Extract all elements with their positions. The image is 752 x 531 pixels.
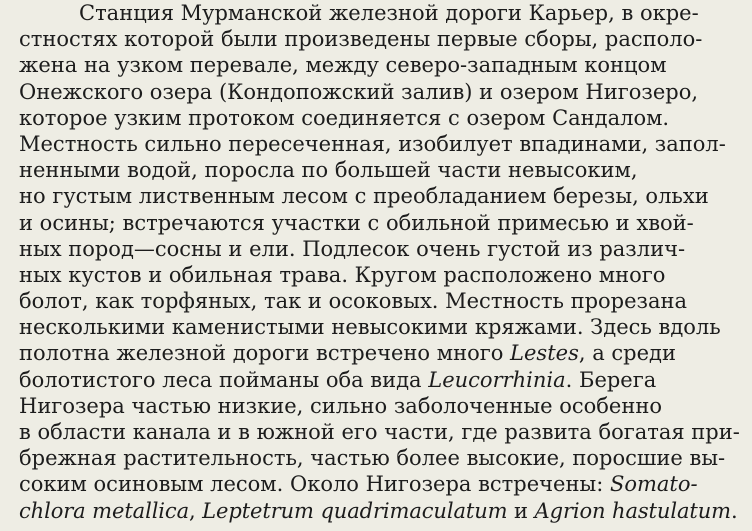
- text-line: но густым лиственным лесом с преобладанием березы, ольхи: [19, 184, 709, 209]
- species-name: Agrion hastulatum: [534, 498, 731, 523]
- text-line: Станция Мурманской железной дороги Карьер, в окре-: [79, 1, 699, 25]
- species-name: Somato-: [609, 472, 698, 497]
- text-line: ных пород—сосны и ели. Подлесок очень густой из различ-: [19, 236, 686, 261]
- text-run: и: [507, 498, 535, 523]
- text-line: болот, как торфяных, так и осоковых. Местность прорезана: [19, 289, 688, 314]
- species-name: chlora metallica: [19, 498, 190, 523]
- species-name: Leptetrum quadrimaculatum: [202, 498, 508, 523]
- text-line: Онежского озера (Кондопожский залив) и озером Нигозеро,: [19, 79, 699, 104]
- text-line: жена на узком перевале, между северо-западным концом: [19, 53, 667, 78]
- text-line: ных кустов и обильная трава. Кругом расположено много: [19, 262, 666, 287]
- species-name: Lestes: [510, 341, 579, 366]
- text-run: .: [730, 498, 738, 523]
- text-line: [19, 498, 745, 524]
- text-line: несколькими каменистыми невысокими кряжами. Здесь вдоль: [19, 315, 721, 340]
- text-run: соким осиновым лесом. Около Нигозера встречены:: [19, 472, 610, 497]
- body-paragraph: [19, 0, 745, 524]
- text-run: болотистого леса пойманы оба вида: [19, 367, 429, 392]
- text-line: [19, 471, 745, 497]
- text-line: в области канала и в южной его части, где развита богатая при-: [19, 420, 740, 444]
- text-line: Местность сильно пересеченная, изобилует впадинами, запол-: [19, 131, 726, 156]
- text-line: брежная растительность, частью более высокие, поросшие вы-: [19, 446, 726, 471]
- text-line: Нигозера частью низкие, сильно заболоченные особенно: [19, 393, 662, 418]
- text-line: и осины; встречаются участки с обильной примесью и хвой-: [19, 210, 694, 235]
- species-name: Leucorrhinia: [428, 367, 566, 392]
- text-line: [19, 340, 745, 366]
- text-run: полотна железной дороги встречено много: [19, 341, 511, 366]
- text-run: ,: [189, 498, 203, 523]
- text-run: . Берега: [565, 367, 657, 392]
- text-line: [19, 367, 745, 393]
- text-line: которое узким протоком соединяется с озером Сандалом.: [19, 105, 670, 130]
- text-line: стностях которой были произведены первые сборы, располо-: [19, 27, 703, 52]
- text-run: , а среди: [578, 341, 676, 366]
- text-line: ненными водой, поросла по большей части невысоким,: [19, 158, 638, 183]
